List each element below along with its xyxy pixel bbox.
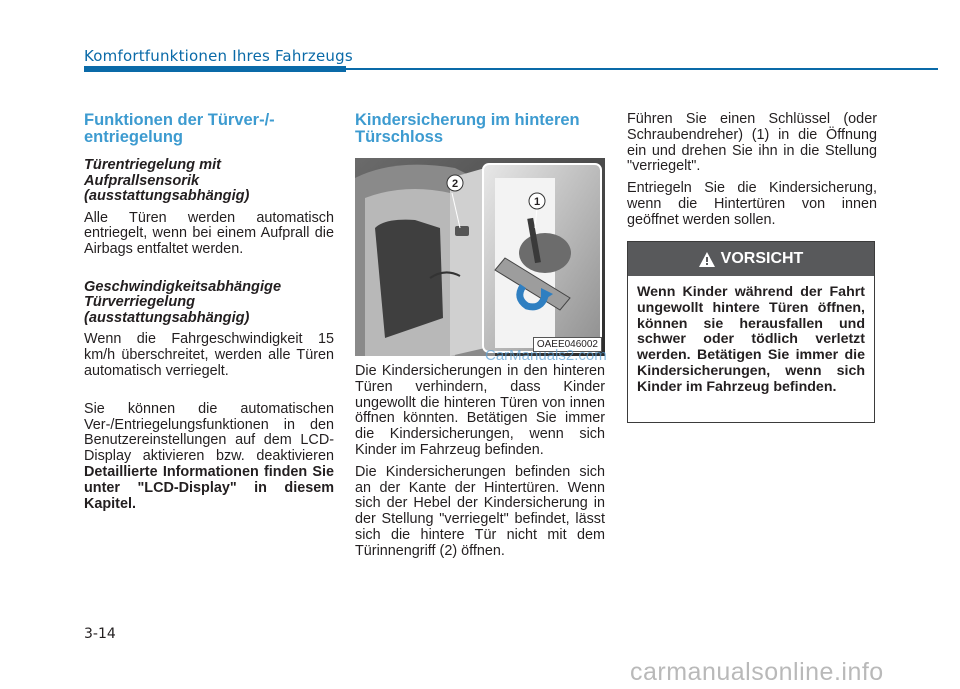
subheading-impact-unlock: Türentriegelung mit Aufprallsensorik (ausstattungsabhängig) [84, 157, 250, 204]
text-speed-lock: Wenn die Fahrgeschwindigkeit 15 km/h überschreitet, werden alle Türen automatisch verriegelt. [84, 331, 334, 379]
child-lock-figure [355, 158, 605, 356]
text-impact-unlock: Alle Türen werden automatisch entriegelt, wenn bei einem Aufprall die Airbags entfaltet werden. [84, 209, 334, 258]
text-lcd-settings: Sie können die automatischen Ver-/Entriegelungsfunktionen in den Benutzereinstellungen auf dem LCD-Display aktivieren bzw. deaktivieren Detaillierte Informationen finden Sie unter "LCD-Display" in diesem Kapitel. [84, 400, 334, 512]
page-number: 3-14 [84, 626, 116, 642]
figure-code: OAEE046002 [533, 337, 602, 352]
caution-title: VORSICHT [720, 250, 804, 267]
column-child-lock [355, 112, 605, 566]
text-unlock-child-lock: Entriegeln Sie die Kindersicherung, wenn die Hintertüren von innen geöffnet werden sollen. [627, 180, 877, 228]
caution-header [628, 242, 874, 276]
subheading-speed-lock: Geschwindigkeitsabhängige Türverriegelung (ausstattungsabhängig) [84, 278, 282, 326]
warning-triangle-icon [699, 252, 715, 267]
child-lock-illustration [355, 158, 605, 356]
watermark-carmanuals: CarManuals2.com [485, 347, 607, 364]
caution-box [627, 241, 875, 423]
text-child-lock-purpose: Die Kindersicherungen in den hinteren Türen verhindern, dass Kinder ungewollt die hinteren Türen von innen öffnen könnten. Betätigen Sie immer die Kindersicherungen, wenn sich Kinder im Fahrzeug befinden. [355, 363, 605, 458]
text-lcd-reference: Detaillierte Informationen finden Sie unter "LCD-Display" in diesem Kapitel. [84, 463, 334, 512]
callout-1: 1 [533, 196, 541, 208]
footer-watermark: carmanualsonline.info [630, 658, 884, 686]
callout-2: 2 [451, 178, 459, 190]
text-insert-key: Führen Sie einen Schlüssel (oder Schraubendreher) (1) in die Öffnung ein und drehen Sie ihn in die Stellung "verriegelt". [627, 111, 877, 175]
caution-text: Wenn Kinder während der Fahrt ungewollt hintere Türen öffnen, können sie herausfallen und schwer oder tödlich verletzt werden. Betätigen Sie immer die Kindersicherungen, wenn sich Kinder im Fahrzeug befinden. [637, 284, 865, 395]
section-header-label: Komfortfunktionen Ihres Fahrzeugs [84, 47, 353, 65]
header-bar-thick [84, 66, 346, 72]
text-child-lock-location: Die Kindersicherungen befinden sich an der Kante der Hintertüren. Wenn sich der Hebel der Kindersicherung in der Stellung "verriegelt" befindet, lässt sich die hintere Tür nicht mit dem Türinnengriff (2) öffnen. [355, 463, 605, 559]
column-door-lock-functions [84, 112, 334, 518]
heading-door-lock-functions: Funktionen der Türver-/-entriegelung [84, 111, 275, 146]
header-bar-thin [346, 68, 938, 70]
column-child-lock-operation [627, 112, 877, 235]
heading-child-lock: Kindersicherung im hinteren Türschloss [355, 111, 580, 146]
